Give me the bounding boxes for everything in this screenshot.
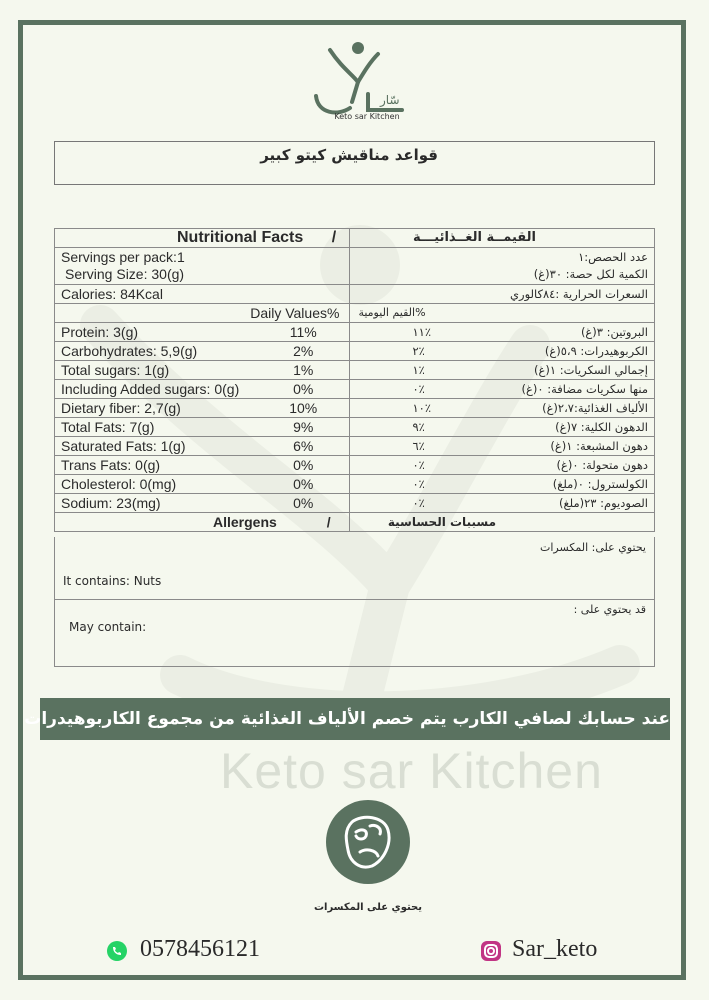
nutrient-row	[55, 475, 655, 494]
phone-number: 0578456121	[140, 936, 260, 962]
may-contain-ar: قد يحتوي على :	[573, 603, 646, 616]
nutrient-percent-ar: ٪٩	[412, 420, 425, 434]
allergen-notes-box	[54, 537, 655, 667]
allergens-title-ar: مسببات الحساسية	[350, 513, 655, 532]
nutrient-percent: 6%	[279, 437, 350, 456]
brand-logo-icon	[308, 38, 408, 122]
nutrient-name-ar: الكولسترول: ٠(ملغ)	[552, 477, 648, 491]
nutrient-row	[55, 494, 655, 513]
nutrient-percent-ar: ٪٠	[412, 477, 425, 491]
nutrient-percent-ar: ٪١١	[412, 325, 431, 339]
nutrient-name-ar: دهون متحولة: ٠(غ)	[556, 458, 648, 472]
nutrient-name-ar: الألياف الغذائية:٢،٧(غ)	[542, 401, 648, 415]
allergens-title-separator: /	[326, 514, 331, 530]
nutrient-percent: 11%	[279, 323, 350, 342]
daily-values-en: Daily Values%	[55, 304, 350, 323]
nutrient-name-en: Dietary fiber: 2,7(g)	[55, 399, 280, 418]
nutrient-name-en: Protein: 3(g)	[55, 323, 280, 342]
nut-icon	[326, 800, 410, 884]
instagram-icon	[480, 940, 502, 962]
serving-size: Serving Size: 30(g)	[65, 266, 185, 282]
nutrient-percent: 0%	[279, 494, 350, 513]
nuts-badge-label: يحتوي على المكسرات	[313, 902, 423, 913]
serving-size-ar: الكمية لكل حصة: ٣٠(غ)	[533, 267, 648, 281]
whatsapp-icon	[106, 940, 128, 962]
calories-row	[55, 285, 655, 304]
nutrient-percent: 0%	[279, 475, 350, 494]
nutrient-percent: 9%	[279, 418, 350, 437]
brand-name: Keto sar Kitchen	[334, 112, 400, 121]
nutrient-name-ar: البروتين: ٣(غ)	[580, 325, 648, 339]
nutrient-percent: 0%	[279, 456, 350, 475]
table-header-row	[55, 229, 655, 248]
product-title: قواعد مناقيش كيتو كبير	[260, 146, 438, 164]
allergens-title-en: Allergens	[213, 514, 277, 530]
nutrient-percent-ar: ٪٠	[412, 496, 425, 510]
nutrient-row	[55, 380, 655, 399]
allergens-header-row	[55, 513, 655, 532]
calories-ar: السعرات الحرارية :٨٤كالوري	[350, 285, 655, 304]
nutrient-percent-ar: ٪٠	[412, 382, 425, 396]
nutrient-percent: 2%	[279, 342, 350, 361]
nutrient-percent-ar: ٪٢	[412, 344, 425, 358]
nutrient-rows	[55, 323, 655, 513]
nutrient-row	[55, 437, 655, 456]
nutrient-name-en: Total sugars: 1(g)	[55, 361, 280, 380]
nutrient-name-ar: إجمالي السكريات: ١(غ)	[534, 363, 648, 377]
nutrient-name-en: Saturated Fats: 1(g)	[55, 437, 280, 456]
nutrient-name-ar: منها سكريات مضافة: ٠(غ)	[521, 382, 648, 396]
nutrient-name-ar: الدهون الكلية: ٧(غ)	[555, 420, 648, 434]
daily-values-ar: القيم اليومية%	[350, 304, 655, 323]
nutrient-percent-ar: ٪٦	[412, 439, 425, 453]
servings-per-pack-ar: عدد الحصص:١	[578, 250, 648, 264]
nutrient-row	[55, 323, 655, 342]
nutrient-percent: 1%	[279, 361, 350, 380]
nuts-badge	[326, 800, 410, 884]
nutrient-name-ar: الصوديوم: ٢٣(ملغ)	[559, 496, 648, 510]
nutrient-percent-ar: ٪٠	[412, 458, 425, 472]
table-title-ar: القيمــة الغــذائيـــة	[350, 229, 655, 248]
nutrient-name-en: Cholesterol: 0(mg)	[55, 475, 280, 494]
servings-per-pack: Servings per pack:1	[61, 249, 185, 265]
nutrient-name-ar: الكربوهيدرات: ٥،٩(غ)	[544, 344, 648, 358]
nutrient-row	[55, 418, 655, 437]
nutrient-name-en: Including Added sugars: 0(g)	[55, 380, 280, 399]
net-carb-banner: عند حسابك لصافي الكارب يتم خصم الألياف الغذائية من مجموع الكاربوهيدرات	[40, 698, 670, 740]
nutrient-row	[55, 399, 655, 418]
nutrient-percent: 0%	[279, 380, 350, 399]
nutrient-name-en: Sodium: 23(mg)	[55, 494, 280, 513]
nutrient-percent-ar: ٪١٠	[412, 401, 431, 415]
nutrient-percent-ar: ٪١	[412, 363, 425, 377]
notes-divider	[55, 599, 654, 600]
nutrient-name-en: Carbohydrates: 5,9(g)	[55, 342, 280, 361]
nutrient-name-en: Total Fats: 7(g)	[55, 418, 280, 437]
contains-ar: يحتوي على: المكسرات	[540, 541, 646, 554]
nutrient-name-ar: دهون المشبعة: ١(غ)	[550, 439, 648, 453]
nutrient-row	[55, 342, 655, 361]
logo-text: سّار	[380, 93, 400, 107]
table-title-separator: /	[331, 229, 337, 246]
nutrient-row	[55, 361, 655, 380]
nutrient-row	[55, 456, 655, 475]
may-contain-en: May contain:	[69, 620, 147, 634]
product-title-box	[54, 141, 655, 185]
calories-en: Calories: 84Kcal	[55, 285, 350, 304]
nutrient-name-en: Trans Fats: 0(g)	[55, 456, 280, 475]
nutrient-percent: 10%	[279, 399, 350, 418]
daily-values-row	[55, 304, 655, 323]
contains-en: It contains: Nuts	[63, 574, 162, 588]
table-title-en: Nutritional Facts	[177, 229, 304, 246]
servings-row	[55, 248, 655, 285]
nutrition-table	[54, 228, 655, 532]
watermark-text: Keto sar Kitchen	[220, 743, 603, 799]
instagram-handle: Sar_keto	[512, 936, 598, 962]
